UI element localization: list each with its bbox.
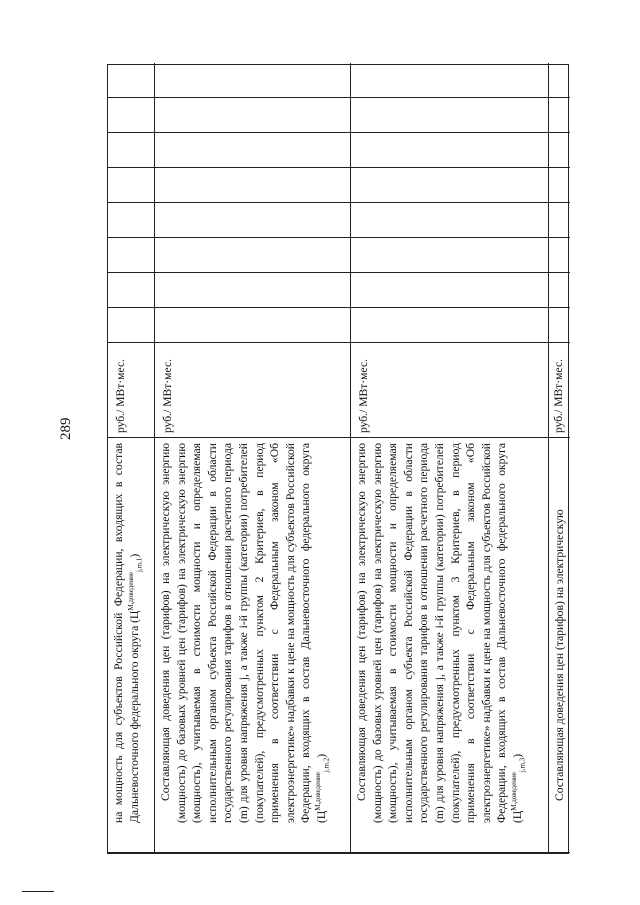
table-row-unit: руб./ МВт·мес. [161,359,174,433]
table-row-unit: руб./ МВт·мес. [114,359,127,433]
table-row-description: на мощность для субъектов Российской Федерации, входящих в состав Дальневосточного федерального округа $(Ц^{М,доведение}_{j,m,1})$ [112,443,143,823]
col-divider [108,132,570,133]
col-divider [108,97,570,98]
col-divider [108,307,570,308]
col-divider [108,272,570,273]
row-divider [154,63,155,853]
table-row-description: Составляющая доведения цен (тарифов) на электрическую энергию (мощность) до базовых уровней цен (тарифов) на электрическую энергию (мощность), учитываемая в стоимости мощности и определяемая исполнительным органом субъекта Российской Федерации в области государственного регулирования тарифов в отношении расчетного периода (m) для уровня напряжения j, а также i-й группы (категории) потребителей (покупателей), предусмотренных пунктом 2 Критериев, в период применения в соответствии с Федеральным законом «Об электроэнергетике» надбавки к цене на мощность для субъектов Российской Федерации, входящих в состав Дальневосточного федерального округа $(Ц^{М,доведение}_{j,m,2})$ [159,443,331,823]
col-divider [108,437,570,438]
footer-rule [22,891,54,892]
col-divider [108,342,570,343]
table-row-unit: руб./ МВт·мес. [357,359,370,433]
row-divider [548,63,549,853]
table-row-unit: руб./ МВт·мес. [552,359,565,433]
col-divider [108,852,570,853]
col-divider [108,202,570,203]
table-grid [107,64,569,854]
rotated-table [107,64,569,854]
col-divider [108,237,570,238]
col-divider [108,167,570,168]
table-row-description: Составляющая доведения цен (тарифов) на электрическую [553,509,566,801]
page-number: 289 [58,417,74,440]
row-divider [350,63,351,853]
table-row-description: Составляющая доведения цен (тарифов) на электрическую энергию (мощность) до базовых уровней цен (тарифов) на электрическую энергию (мощность), учитываемая в стоимости мощности и определяемая исполнительным органом субъекта Российской Федерации в области государственного регулирования тарифов в отношении расчетного периода (m) для уровня напряжения j, а также i-й группы (категории) потребителей (покупателей), предусмотренных пунктом 3 Критериев, в период применения в соответствии с Федеральным законом «Об электроэнергетике» надбавки к цене на мощность для субъектов Российской Федерации, входящих в состав Дальневосточного федерального округа $(Ц^{М,доведение}_{j,m,3})$ [355,443,527,823]
